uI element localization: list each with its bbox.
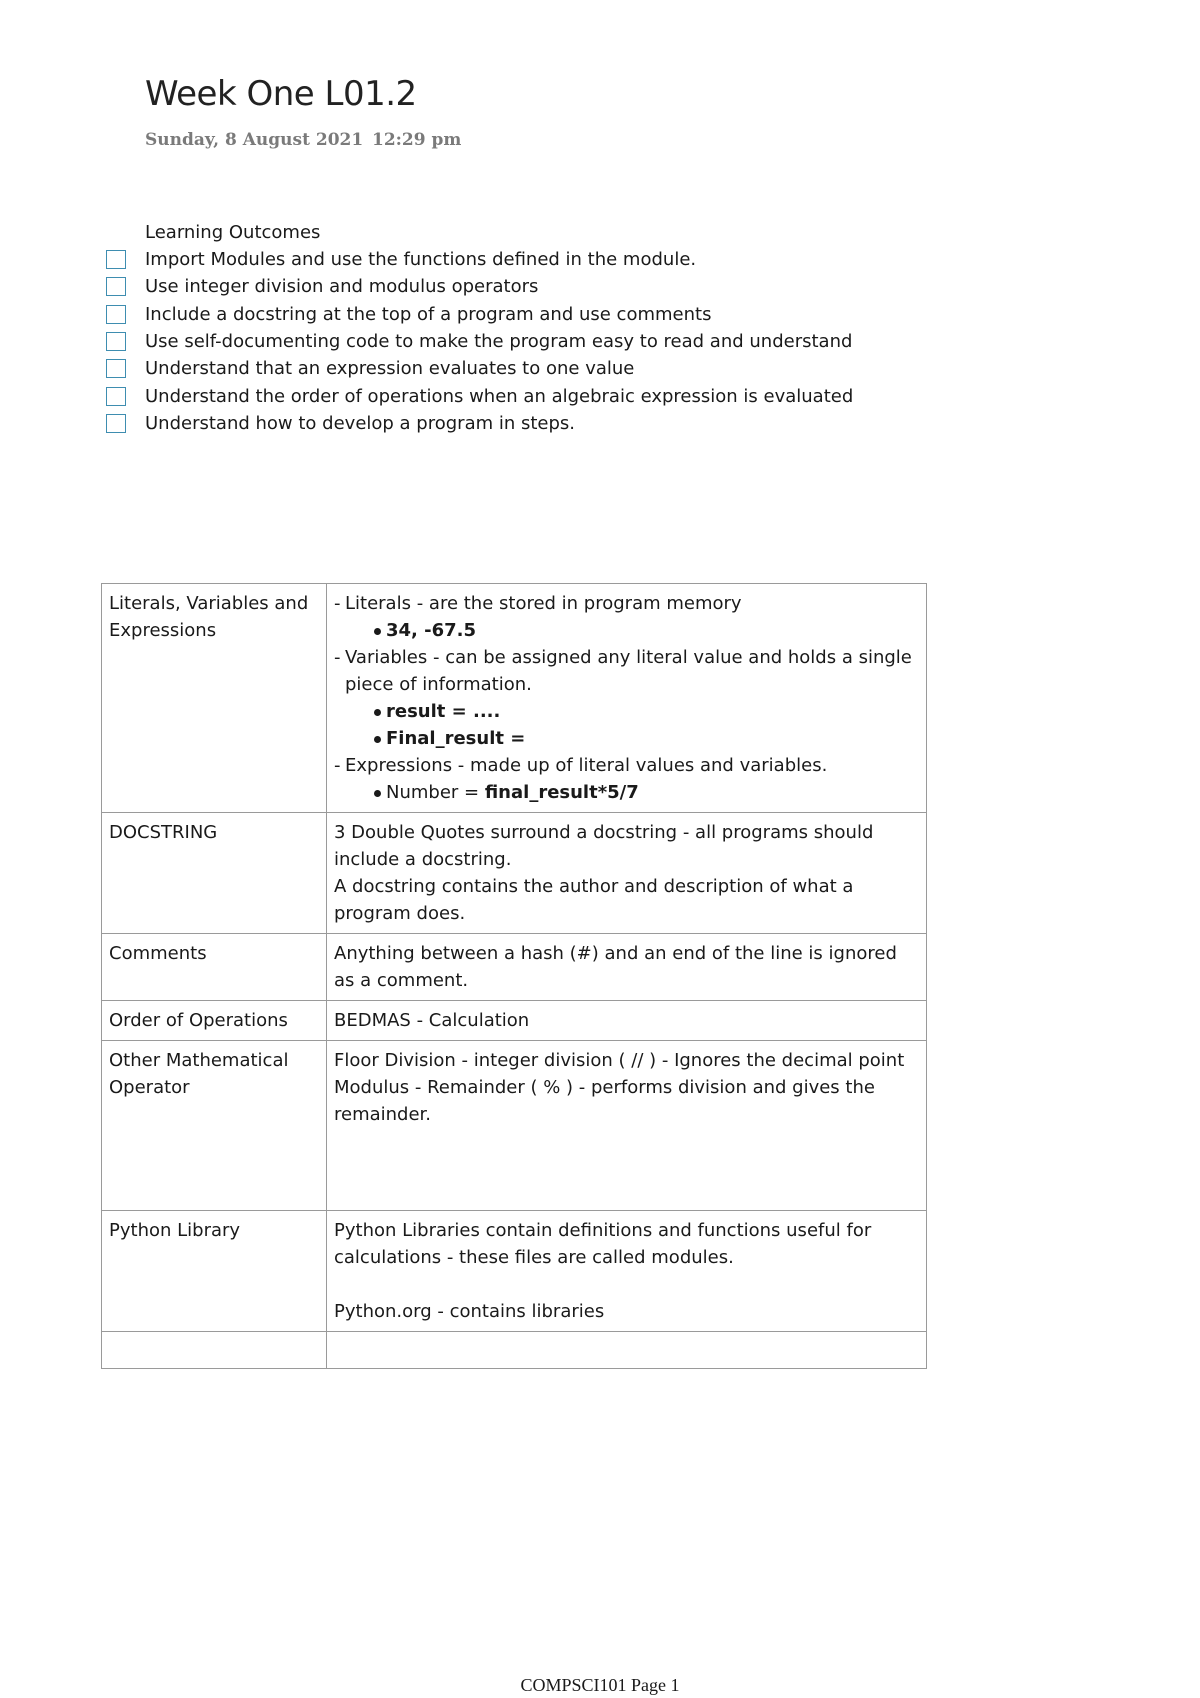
page-footer: COMPSCI101 Page 1 <box>520 1675 680 1695</box>
definition-cell[interactable] <box>327 934 927 1001</box>
outcome-text: Understand that an expression evaluates to one value <box>145 358 635 380</box>
outcome-item <box>106 410 853 437</box>
outcome-item <box>106 273 853 300</box>
bullet-icon <box>374 736 381 743</box>
table-row-comments <box>102 934 927 1001</box>
outcomes-list <box>106 246 853 437</box>
term-label: Python Library <box>109 1220 241 1241</box>
variables-line: - Variables - can be assigned any literal value and holds a single piece of information. <box>334 644 919 698</box>
term-label: Comments <box>109 943 207 964</box>
page-date: Sunday, 8 August 2021 <box>145 130 364 150</box>
term-cell[interactable] <box>102 1001 327 1041</box>
bullet-icon <box>374 709 381 716</box>
term-label: DOCSTRING <box>109 822 218 843</box>
outcomes-heading: Learning Outcomes <box>145 222 321 243</box>
table-row-docstring <box>102 813 927 934</box>
todo-checkbox[interactable] <box>106 387 126 406</box>
definition-cell[interactable] <box>327 1001 927 1041</box>
bullet-icon <box>374 628 381 635</box>
todo-checkbox[interactable] <box>106 305 126 324</box>
definition-text: BEDMAS - Calculation <box>334 1010 530 1031</box>
table-row-empty <box>102 1332 927 1369</box>
notes-table <box>101 583 927 1369</box>
literals-line: - Literals - are the stored in program memory <box>334 590 919 617</box>
outcome-text: Import Modules and use the functions defined in the module. <box>145 249 697 271</box>
expressions-line: - Expressions - made up of literal values and variables. <box>334 752 919 779</box>
todo-checkbox[interactable] <box>106 414 126 433</box>
blank-line <box>334 1271 919 1298</box>
definition-text: 3 Double Quotes surround a docstring - all programs should include a docstring. <box>334 822 874 870</box>
term-label: Other Mathematical Operator <box>109 1050 289 1098</box>
outcome-item <box>106 328 853 355</box>
definition-cell[interactable] <box>327 813 927 934</box>
definition-text: A docstring contains the author and description of what a program does. <box>334 876 854 924</box>
todo-checkbox[interactable] <box>106 359 126 378</box>
page-title: Week One L01.2 <box>145 74 417 114</box>
definition-cell[interactable] <box>327 1041 927 1211</box>
todo-checkbox[interactable] <box>106 277 126 296</box>
outcome-item <box>106 301 853 328</box>
definition-cell[interactable] <box>327 584 927 813</box>
definition-text: Modulus - Remainder ( % ) - performs division and gives the remainder. <box>334 1077 875 1125</box>
variables-example: Final_result = <box>334 725 919 752</box>
expressions-example: Number = final_result*5/7 <box>334 779 919 806</box>
page-time: 12:29 pm <box>372 130 462 150</box>
term-cell[interactable] <box>102 584 327 813</box>
term-cell[interactable] <box>102 934 327 1001</box>
outcome-text: Understand how to develop a program in steps. <box>145 412 576 434</box>
term-label: Literals, Variables and Expressions <box>109 593 309 641</box>
table-row-python-library <box>102 1211 927 1332</box>
definition-text: Python Libraries contain definitions and functions useful for calculations - these files are called modules. <box>334 1220 872 1268</box>
outcome-item <box>106 246 853 273</box>
bullet-icon <box>374 790 381 797</box>
definition-text: Floor Division - integer division ( // ) - Ignores the decimal point <box>334 1050 905 1071</box>
outcome-item <box>106 382 853 409</box>
table-row-literals <box>102 584 927 813</box>
term-cell[interactable] <box>102 1211 327 1332</box>
variables-example: result = .... <box>334 698 919 725</box>
term-label: Order of Operations <box>109 1010 288 1031</box>
outcome-text: Understand the order of operations when an algebraic expression is evaluated <box>145 385 854 407</box>
outcome-item <box>106 355 853 382</box>
outcome-text: Use integer division and modulus operators <box>145 276 539 298</box>
definition-cell[interactable] <box>327 1211 927 1332</box>
outcome-text: Include a docstring at the top of a program and use comments <box>145 303 712 325</box>
term-cell[interactable] <box>102 1041 327 1211</box>
table-row-order <box>102 1001 927 1041</box>
table-row-other-operator <box>102 1041 927 1211</box>
definition-text: Anything between a hash (#) and an end of the line is ignored as a comment. <box>334 943 897 991</box>
definition-text: Python.org - contains libraries <box>334 1301 605 1322</box>
literals-example: 34, -67.5 <box>334 617 919 644</box>
empty-cell[interactable] <box>102 1332 327 1369</box>
todo-checkbox[interactable] <box>106 250 126 269</box>
term-cell[interactable] <box>102 813 327 934</box>
todo-checkbox[interactable] <box>106 332 126 351</box>
empty-cell[interactable] <box>327 1332 927 1369</box>
outcome-text: Use self-documenting code to make the program easy to read and understand <box>145 331 853 353</box>
